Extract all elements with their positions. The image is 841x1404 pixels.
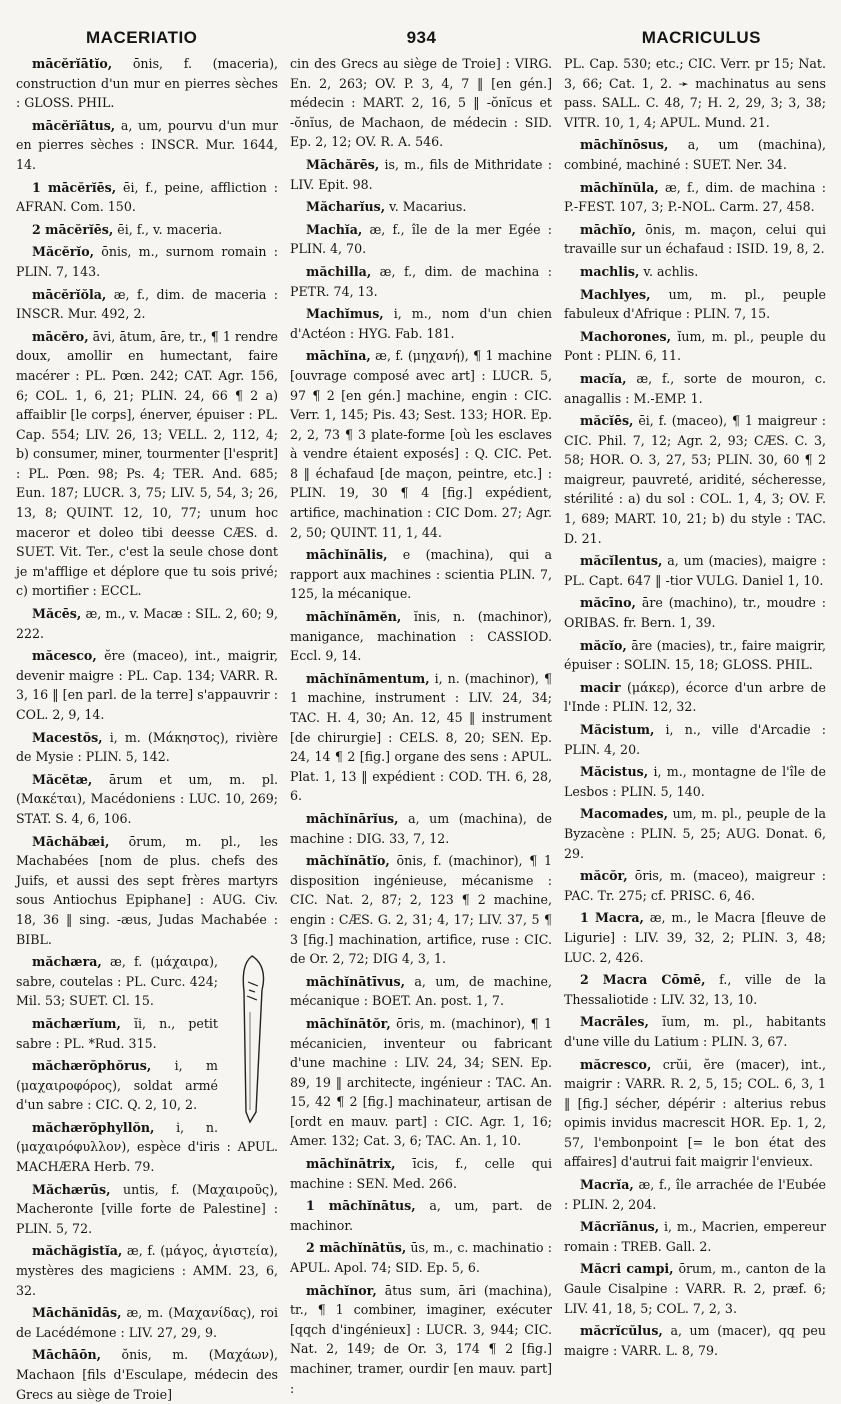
dictionary-entry [290, 262, 552, 301]
entry-definition: ūs, m., c. machinatio : APUL. Apol. 74; SID. Ep. 5, 6. [290, 1240, 552, 1276]
dictionary-entry [290, 972, 552, 1011]
dictionary-entry [16, 1180, 278, 1239]
dictionary-entry [564, 135, 826, 174]
entry-definition: ēi, f. (maceo), ¶ 1 maigreur : CIC. Phil. 7, 12; Agr. 2, 93; CÆS. C. 3, 58; HOR. O. 3, 27, 53; PLIN. 30, 60 ¶ 2 maigreur, pauvreté, aridité, sécheresse, stérilité : a) du sol : COL. 1, 4, 3; OV. F. 1, 689; MART. 10, 21; b) du style : TAC. D. 21. [564, 413, 826, 546]
entry-headword: Macestŏs, [32, 729, 103, 745]
dictionary-entry [16, 220, 278, 240]
dictionary-entry [290, 1238, 552, 1277]
entry-headword: măcŏr, [580, 868, 628, 884]
entry-definition: ĭum, m. pl., peuple du Pont : PLIN. 6, 11. [564, 328, 826, 364]
dictionary-entry [16, 604, 278, 643]
entry-definition: æ, m., le Macra [fleuve de Ligurie] : LIV. 39, 32, 2; PLIN. 3, 48; LUC. 2, 426. [564, 910, 826, 965]
entry-headword: măchærĭum, [32, 1015, 121, 1031]
dictionary-entry [290, 545, 552, 604]
dictionary-entry [16, 1241, 278, 1300]
entry-definition: (μάκερ), écorce d'un arbre de l'Inde : PLIN. 12, 32. [564, 679, 826, 715]
entry-headword: măcĭo, [580, 637, 627, 653]
page-number: 934 [406, 28, 437, 47]
entry-definition: æ, f., île arrachée de l'Eubée : PLIN. 2, 204. [564, 1177, 826, 1212]
entry-definition: a, um (macies), maigre : PL. Capt. 647 ‖ -tior VULG. Daniel 1, 10. [564, 553, 826, 588]
entry-headword: Machorones, [580, 328, 672, 344]
entry-definition: i, n., ville d'Arcadie : PLIN. 4, 20. [564, 722, 826, 757]
entry-headword: Machĭmus, [306, 306, 384, 322]
dictionary-entry [16, 646, 278, 724]
entry-definition: a, um (macer), qq peu maigre : VARR. L. 8, 79. [564, 1323, 826, 1358]
page-header [16, 20, 827, 54]
entry-definition: æ, m., v. Macæ : SIL. 2, 60; 9, 222. [16, 606, 278, 641]
dictionary-entry [290, 809, 552, 848]
entry-headword: mācĕrĭātĭo, [32, 56, 113, 71]
entry-definition: a, um, part. de machinor. [290, 1198, 552, 1233]
entry-headword: măchærŏphyllŏn, [32, 1119, 155, 1135]
entry-headword: Măcistus, [580, 764, 649, 780]
entry-headword: măchilla, [306, 263, 372, 279]
dictionary-entry [290, 851, 552, 969]
dictionary-entry [564, 908, 826, 967]
entry-definition: æ, m. (Μαχανίδας), roi de Lacédémone : LIV. 27, 29, 9. [16, 1305, 278, 1340]
entry-definition: ōrum, m., canton de la Gaule Cisalpine : VARR. R. 2, præf. 6; LIV. 41, 18, 5; COL. 7, 2, 3. [564, 1261, 826, 1316]
dictionary-entry [564, 1175, 826, 1214]
dictionary-entry [564, 178, 826, 217]
dictionary-entry [290, 220, 552, 259]
dictionary-entry [564, 220, 826, 259]
entry-definition: a, um, pourvu d'un mur en pierres sèches : INSCR. Mur. 1644, 14. [16, 117, 278, 172]
entry-definition: i, m., Macrien, empereur romain : TREB. Gall. 2. [564, 1219, 826, 1254]
entry-definition: ōnis, f. (maceria), construction d'un mur en pierres sèches : GLOSS. PHIL. [16, 56, 278, 111]
dictionary-entry [564, 593, 826, 632]
dictionary-entry [16, 1345, 278, 1404]
entry-definition: untis, f. (Μαχαιροῦς), Macheronte [ville forte de Palestine] : PLIN. 5, 72. [16, 1181, 278, 1236]
entry-definition: īcis, f., celle qui machine : SEN. Med. 266. [290, 1156, 552, 1191]
entry-headword: māchĭnātĭo, [306, 853, 390, 869]
entry-headword: Măchærūs, [32, 1181, 111, 1197]
entry-definition: ōrum, m. pl., les Machabées [nom de plus. chefs des Juifs, et aussi des sept frères martyrs sous Antiochus Epiphane] : AUG. Civ. 18, 36 ‖ sing. -æus, Judas Machabée : BIBL. [16, 833, 278, 947]
entry-headword: Măcĕrĭo, [32, 244, 94, 260]
entry-definition: um, m. pl., peuple de la Byzacène : PLIN. 5, 25; AUG. Donat. 6, 29. [564, 806, 826, 861]
entry-definition: ōnis, f. (machinor), ¶ 1 disposition ingénieuse, mécanisme : CIC. Nat. 2, 87; 2, 123 ¶ 2 machine, engin : CÆS. G. 2, 31; 4, 17; LIV. 37, 5 ¶ 3 [fig.] machination, artifice, ruse : CIC. de Or. 2, 72; DIG 4, 3, 1. [290, 853, 552, 967]
dictionary-entry [564, 970, 826, 1009]
entry-headword: māchĭnāmentum, [306, 670, 430, 686]
entry-headword: măcesco, [32, 648, 97, 664]
entry-definition: āre (machino), tr., moudre : ORIBAS. fr. Bern. 1, 39. [564, 595, 826, 631]
entry-definition: f., ville de la Thessaliotide : LIV. 32, 13, 10. [564, 972, 826, 1007]
entry-definition: a, um, de machine, mécanique : BOET. An. post. 1, 7. [290, 973, 552, 1009]
entry-definition: æ, f., île de la mer Egée : PLIN. 4, 70. [290, 221, 552, 257]
dictionary-entry [290, 607, 552, 666]
entry-definition: ĭnis, n. (machinor), manigance, machination : CASSIOD. Eccl. 9, 14. [290, 609, 552, 664]
entry-headword: macir [580, 679, 621, 695]
entry-headword: Machlyes, [580, 286, 651, 302]
entry-definition: āre (macies), tr., faire maigrir, épuiser : SOLIN. 15, 18; GLOSS. PHIL. [564, 637, 826, 673]
entry-headword: 1 māchĭnātus, [306, 1198, 416, 1214]
entry-headword: mācĕrĭātus, [32, 117, 116, 133]
dictionary-entry [290, 1014, 552, 1151]
entry-headword: māchĭnālis, [306, 547, 388, 563]
column-2 [290, 54, 552, 1396]
entry-definition: i, m. (Μάκηστος), rivière de Mysie : PLIN. 5, 142. [16, 729, 278, 765]
entry-definition: ŏnis, m. (Μαχάων), Machaon [fils d'Esculape, médecin des Grecs au siège de Troie] [16, 1347, 278, 1402]
entry-headword: Māchāōn, [32, 1347, 102, 1363]
entry-headword: 2 māchĭnātŭs, [306, 1240, 407, 1256]
dictionary-entry [290, 1281, 552, 1399]
entry-definition: æ, f., sorte de mouron, c. anagallis : M.-EMP. 1. [564, 370, 826, 406]
dictionary-entry [564, 720, 826, 759]
entry-definition: ōnis, m., surnom romain : PLIN. 7, 143. [16, 244, 278, 279]
entry-headword: māchĭnātrix, [306, 1156, 396, 1172]
dictionary-entry [564, 551, 826, 590]
dictionary-entry [290, 1196, 552, 1235]
entry-definition: i, n. (μαχαιρόφυλλον), espèce d'iris : APUL. MACHÆRA Herb. 79. [16, 1119, 278, 1175]
dictionary-entry [16, 178, 278, 217]
entry-definition: v. Macarius. [389, 199, 467, 215]
dictionary-entry [564, 285, 826, 324]
dictionary-entry [290, 155, 552, 194]
entry-definition: æ, f. (μάχαιρα), sabre, coutelas : PL. Curc. 424; Mil. 53; SUET. Cl. 15. [16, 954, 218, 1009]
entry-headword: māchĭnōsus, [580, 137, 669, 153]
columns [16, 54, 827, 1402]
entry-definition: i, m., nom d'un chien d'Actéon : HYG. Fab. 181. [290, 306, 552, 341]
entry-definition: ēi, f., peine, affliction : AFRAN. Com. 150. [16, 179, 278, 215]
dictionary-entry [290, 1154, 552, 1193]
entry-headword: māchĭo, [580, 221, 636, 237]
entry-headword: māchĭnātīvus, [306, 973, 405, 989]
dictionary-entry [290, 346, 552, 542]
entry-definition: æ, f., dim. de machina : P.-FEST. 107, 3; P.-NOL. Carm. 27, 458. [564, 179, 826, 215]
dictionary-entry [16, 116, 278, 175]
dictionary-entry [16, 832, 278, 950]
entry-definition: ōnis, m. maçon, celui qui travaille sur un échafaud : ISID. 19, 8, 2. [564, 221, 826, 257]
dictionary-entry [16, 327, 278, 601]
entry-headword: Măcistum, [580, 722, 655, 737]
entry-definition: ātus sum, āri (machina), tr., ¶ 1 combiner, imaginer, exécuter [qqch d'ingénieux] : LUCR. 3, 944; CIC. Nat. 2, 149; de Or. 3, 174 ¶ 2 [fig.] machiner, tramer, ourdir [en mauv. part] : [290, 1282, 552, 1396]
entry-definition: āvi, ātum, āre, tr., ¶ 1 rendre doux, amollir en humectant, faire macérer : PL. Pœn. 242; CAT. Agr. 156, 6; COL. 1, 6, 21; PLIN. 24, 66 ¶ 2 a) affaiblir [le corps], énerver, épuiser : PL. Cap. 554; LIV. 26, 13; VELL. 2, 112, 4; b) consumer, miner, tourmenter [l'esprit] : PL. Pœn. 98; Ps. 4; TER. And. 685; Eun. 187; LUCR. 3, 75; LIV. 5, 54, 3; 26, 13, 8; QUINT. 12, 10, 77; unum hoc maceror et doleo tibi deesse CÆS. d. SUET. Vit. Ter., c'est la seule chose dont je m'afflige et déplore que tu sois privé; c) mortifier : ECCL. [16, 328, 278, 599]
entry-definition: i, n. (machinor), ¶ 1 machine, instrument : LIV. 24, 34; TAC. H. 4, 30; An. 12, 45 ‖ instrument [de chirurgie] : CELS. 8, 20; SEN. Ep. 24, 14 ¶ 2 [fig.] organe des sens : APUL. Plat. 1, 13 ‖ expédient : COD. TH. 6, 28, 6. [290, 670, 552, 804]
dictionary-entry [564, 762, 826, 801]
entry-headword: machlis, [580, 263, 640, 279]
dictionary-entry [16, 728, 278, 767]
entry-headword: măcĭlentus, [580, 553, 663, 569]
entry-headword: Machĭa, [306, 221, 363, 237]
entry-headword: măchærŏphŏrus, [32, 1058, 152, 1074]
entry-definition: e (machina), qui a rapport aux machines : scientia PLIN. 7, 125, la mécanique. [290, 547, 552, 602]
dictionary-entry [564, 54, 826, 132]
dictionary-entry [16, 242, 278, 281]
entry-headword: măcrĭcŭlus, [580, 1323, 663, 1339]
dictionary-entry [564, 1321, 826, 1360]
header-last-word: MACRICULUS [641, 28, 761, 47]
entry-headword: Măcharĭus, [306, 199, 386, 215]
entry-definition: ōris, m. (maceo), maigreur : PAC. Tr. 275; cf. PRISC. 6, 46. [564, 868, 826, 903]
entry-headword: măchăgistĭa, [32, 1243, 123, 1259]
dictionary-entry [564, 678, 826, 717]
entry-headword: mācĕrĭŏla, [32, 286, 107, 302]
dictionary-entry [564, 369, 826, 408]
entry-headword: măcīno, [580, 595, 636, 611]
entry-definition: æ, f., dim. de machina : PETR. 74, 13. [290, 263, 552, 299]
dictionary-entry [564, 411, 826, 548]
dictionary-entry [564, 636, 826, 675]
entry-definition: is, m., fils de Mithridate : LIV. Epit. 98. [290, 156, 552, 192]
entry-definition: ĭi, n., petit sabre : PL. *Rud. 315. [16, 1015, 218, 1051]
entry-headword: măchæra, [32, 954, 102, 970]
dictionary-entry [564, 804, 826, 863]
entry-definition: crŭi, ĕre (macer), int., maigrir : VARR. R. 2, 5, 15; COL. 6, 3, 1 ‖ [fig.] sécher, dépérir : alterius rebus opimis invidus macrescit HOR. Ep. 1, 2, 57, l'embonpoint [= le bon état des affaires] d'autrui fait maigrir l'envieux. [564, 1056, 826, 1170]
entry-definition: i, m., montagne de l'île de Lesbos : PLIN. 5, 140. [564, 764, 826, 799]
entry-headword: māchĭnārĭus, [306, 810, 399, 826]
entry-headword: Māchăbæi, [32, 833, 110, 849]
header-first-word: MACERIATIO [86, 28, 198, 47]
entry-definition: a, um (machina), de machine : DIG. 33, 7, 12. [290, 810, 552, 846]
column-1 [16, 54, 278, 1402]
entry-headword: măcresco, [580, 1056, 652, 1072]
dictionary-entry [564, 1012, 826, 1051]
entry-headword: Māchănīdās, [32, 1305, 122, 1321]
dictionary-entry [564, 262, 826, 282]
entry-definition: v. achlis. [643, 263, 699, 279]
dictionary-entry [290, 54, 552, 152]
dictionary-entry [290, 197, 552, 217]
sword-illustration [222, 952, 278, 1127]
entry-definition: ĭum, m. pl., habitants d'une ville du Latium : PLIN. 3, 67. [564, 1014, 826, 1049]
entry-headword: Macomades, [580, 806, 668, 822]
entry-headword: 1 Macra, [580, 910, 644, 926]
entry-headword: māchĭna, [306, 348, 371, 364]
dictionary-entry [564, 866, 826, 905]
entry-definition: cin des Grecs au siège de Troie] : VIRG. En. 2, 263; OV. P. 3, 4, 7 ‖ [en gén.] médecin : MART. 2, 16, 5 ‖ -ŏnĭcus et -ŏnĭus, de Machaon, de médecin : SID. Ep. 2, 12; OV. R. A. 546. [290, 56, 552, 150]
entry-definition: um, m. pl., peuple fabuleux d'Afrique : PLIN. 7, 15. [564, 286, 826, 322]
entry-headword: Māchărēs, [306, 156, 380, 172]
entry-headword: mācĕro, [32, 328, 89, 344]
dictionary-entry [16, 54, 278, 113]
entry-definition: i, m (μαχαιροφόρος), soldat armé d'un sabre : CIC. Q. 2, 10, 2. [16, 1058, 218, 1113]
entry-definition: a, um (machina), combiné, machiné : SUET. Ner. 34. [564, 137, 826, 172]
entry-definition: ēi, f., v. maceria. [117, 221, 223, 237]
entry-headword: māchĭnātŏr, [306, 1015, 391, 1031]
entry-headword: Măcri campi, [580, 1261, 674, 1277]
entry-headword: Măcĕtæ, [32, 771, 93, 787]
entry-headword: Măcrĭānus, [580, 1219, 660, 1235]
entry-headword: māchĭnor, [306, 1282, 377, 1298]
entry-headword: 1 mācĕrĭēs, [32, 179, 117, 195]
dictionary-entry [290, 669, 552, 806]
dictionary-entry [564, 327, 826, 366]
dictionary-entry [16, 1303, 278, 1342]
entry-headword: 2 mācĕrĭēs, [32, 221, 114, 237]
column-3 [564, 54, 826, 1364]
dictionary-entry [16, 285, 278, 324]
entry-headword: macĭa, [580, 370, 627, 386]
dictionary-entry [290, 304, 552, 343]
entry-headword: Macrĭa, [580, 1177, 634, 1193]
entry-definition: æ, f., dim. de maceria : INSCR. Mur. 492, 2. [16, 286, 278, 322]
dictionary-entry [16, 770, 278, 829]
entry-headword: māchĭnāmĕn, [306, 609, 402, 625]
entry-definition: PL. Cap. 530; etc.; CIC. Verr. pr 15; Nat. 3, 66; Cat. 1, 2. ➛ machinatus au sens pass. SALL. C. 48, 7; H. 2, 29, 3; 3, 38; VITR. 10, 1, 4; APUL. Mund. 21. [564, 56, 826, 130]
entry-definition: æ, f. (μηχανή), ¶ 1 machine [ouvrage composé avec art] : LUCR. 5, 97 ¶ 2 [en gén.] machine, engin : CIC. Verr. 1, 145; Pis. 43; Sest. 133; HOR. Ep. 2, 2, 73 ¶ 3 plate-forme [où les esclaves à vendre étaient exposés] : Q. CIC. Pet. 8 ‖ échafaud [de maçon, peintre, etc.] : PLIN. 19, 30 ¶ 4 [fig.] expédient, artifice, machination : CIC Dom. 27; Agr. 2, 50; QUINT. 11, 1, 44. [290, 348, 552, 540]
entry-headword: măcĭēs, [580, 413, 634, 429]
entry-definition: ōris, m. (machinor), ¶ 1 mécanicien, inventeur ou fabricant d'une machine : LIV. 24, 34; SEN. Ep. 89, 19 ‖ architecte, ingénieur : TAC. An. 15, 42 ¶ 2 [fig.] machinateur, artisan de [ordt en mauv. part] : CIC. Agr. 1, 16; Amer. 132; Cat. 3, 6; TAC. An. 1, 10. [290, 1015, 552, 1149]
entry-headword: māchĭnŭla, [580, 179, 659, 195]
entry-definition: æ, f. (μάγος, ἁγιστεία), mystères des magiciens : AMM. 23, 6, 32. [16, 1243, 278, 1298]
dictionary-entry [564, 1217, 826, 1256]
entry-headword: Macrāles, [580, 1014, 649, 1030]
dictionary-entry [564, 1259, 826, 1318]
entry-definition: ĕre (maceo), int., maigrir, devenir maigre : PL. Cap. 134; VARR. R. 3, 16 ‖ [en parl. de la terre] s'appauvrir : COL. 2, 9, 14. [16, 648, 278, 722]
entry-definition: ārum et um, m. pl. (Μακέται), Macédoniens : LUC. 10, 269; STAT. S. 4, 6, 106. [16, 771, 278, 826]
dictionary-entry [564, 1055, 826, 1173]
entry-headword: 2 Macra Cōmē, [580, 972, 706, 988]
entry-headword: Măcēs, [32, 606, 82, 622]
